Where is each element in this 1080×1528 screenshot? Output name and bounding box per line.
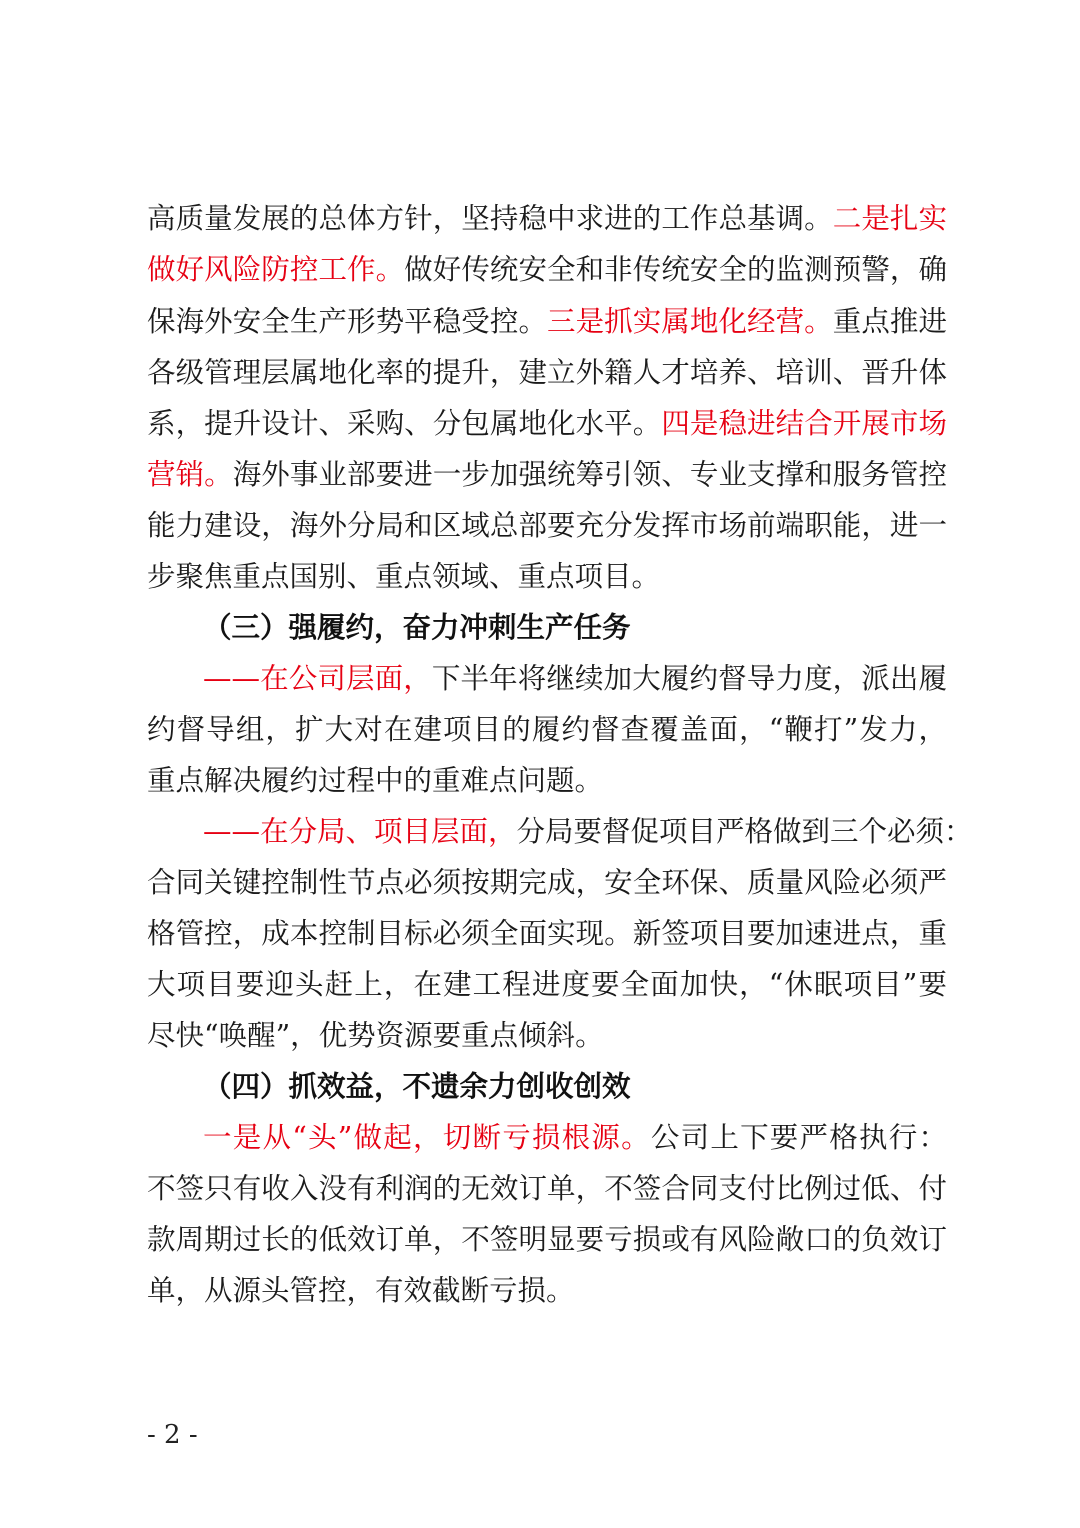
highlight-text: 三是抓实属地化经营。 bbox=[547, 305, 833, 338]
paragraph-line bbox=[147, 302, 947, 342]
section-heading: （四）抓效益，不遗余力创收创效 bbox=[203, 1070, 631, 1103]
paragraph-line: 合同关键控制性节点必须按期完成，安全环保、质量风险必须严 bbox=[147, 866, 947, 899]
highlight-text: 营销。 bbox=[147, 458, 233, 491]
paragraph-line: 不签只有收入没有利润的无效订单，不签合同支付比例过低、付 bbox=[147, 1172, 947, 1205]
body-text: 保海外安全生产形势平稳受控。 bbox=[147, 305, 548, 338]
paragraph-line bbox=[147, 250, 947, 290]
body-text: 下半年将继续加大履约督导力度，派出履 bbox=[431, 662, 947, 695]
body-text: 重点推进 bbox=[832, 305, 947, 338]
body-text: 公司上下要严格执行： bbox=[650, 1121, 947, 1154]
paragraph-line: 各级管理层属地化率的提升，建立外籍人才培养、培训、晋升体 bbox=[147, 356, 947, 389]
paragraph-line bbox=[203, 812, 973, 852]
paragraph-line bbox=[147, 404, 947, 444]
paragraph-line: 步聚焦重点国别、重点领域、重点项目。 bbox=[147, 560, 661, 593]
paragraph-line: 能力建设，海外分局和区域总部要充分发挥市场前端职能，进一 bbox=[147, 509, 947, 542]
highlight-text: 四是稳进结合开展市场 bbox=[661, 407, 947, 440]
body-text: 分局要督促项目严格做到三个必须： bbox=[516, 815, 973, 848]
paragraph-line bbox=[203, 1118, 947, 1158]
body-text: 系，提升设计、采购、分包属地化水平。 bbox=[147, 407, 662, 440]
paragraph-line: 格管控，成本控制目标必须全面实现。新签项目要加速进点，重 bbox=[147, 917, 947, 950]
highlight-text: 一是从“头”做起，切断亏损根源。 bbox=[203, 1121, 651, 1154]
highlight-text: 二是扎实 bbox=[832, 202, 947, 235]
paragraph-line: 大项目要迎头赶上，在建工程进度要全面加快，“休眠项目”要 bbox=[147, 968, 947, 1001]
highlight-text: 做好风险防控工作。 bbox=[147, 253, 405, 286]
highlight-text: ——在分局、项目层面， bbox=[203, 815, 517, 848]
paragraph-line bbox=[147, 455, 947, 495]
paragraph-line: 款周期过长的低效订单，不签明显要亏损或有风险敞口的负效订 bbox=[147, 1223, 947, 1256]
paragraph-line: 重点解决履约过程中的重难点问题。 bbox=[147, 764, 604, 797]
body-text: 海外事业部要进一步加强统筹引领、专业支撑和服务管控 bbox=[232, 458, 947, 491]
paragraph-line: 约督导组，扩大对在建项目的履约督查覆盖面，“鞭打”发力， bbox=[147, 713, 947, 746]
paragraph-line: 单，从源头管控，有效截断亏损。 bbox=[147, 1274, 575, 1307]
page-number: - 2 - bbox=[147, 1420, 198, 1450]
paragraph-line bbox=[147, 199, 947, 239]
body-text: 做好传统安全和非传统安全的监测预警，确 bbox=[404, 253, 947, 286]
highlight-text: ——在公司层面， bbox=[203, 662, 432, 695]
section-heading: （三）强履约，奋力冲刺生产任务 bbox=[203, 611, 631, 644]
body-text: 高质量发展的总体方针，坚持稳中求进的工作总基调。 bbox=[147, 202, 833, 235]
paragraph-line bbox=[203, 659, 947, 699]
paragraph-line: 尽快“唤醒”，优势资源要重点倾斜。 bbox=[147, 1019, 604, 1052]
